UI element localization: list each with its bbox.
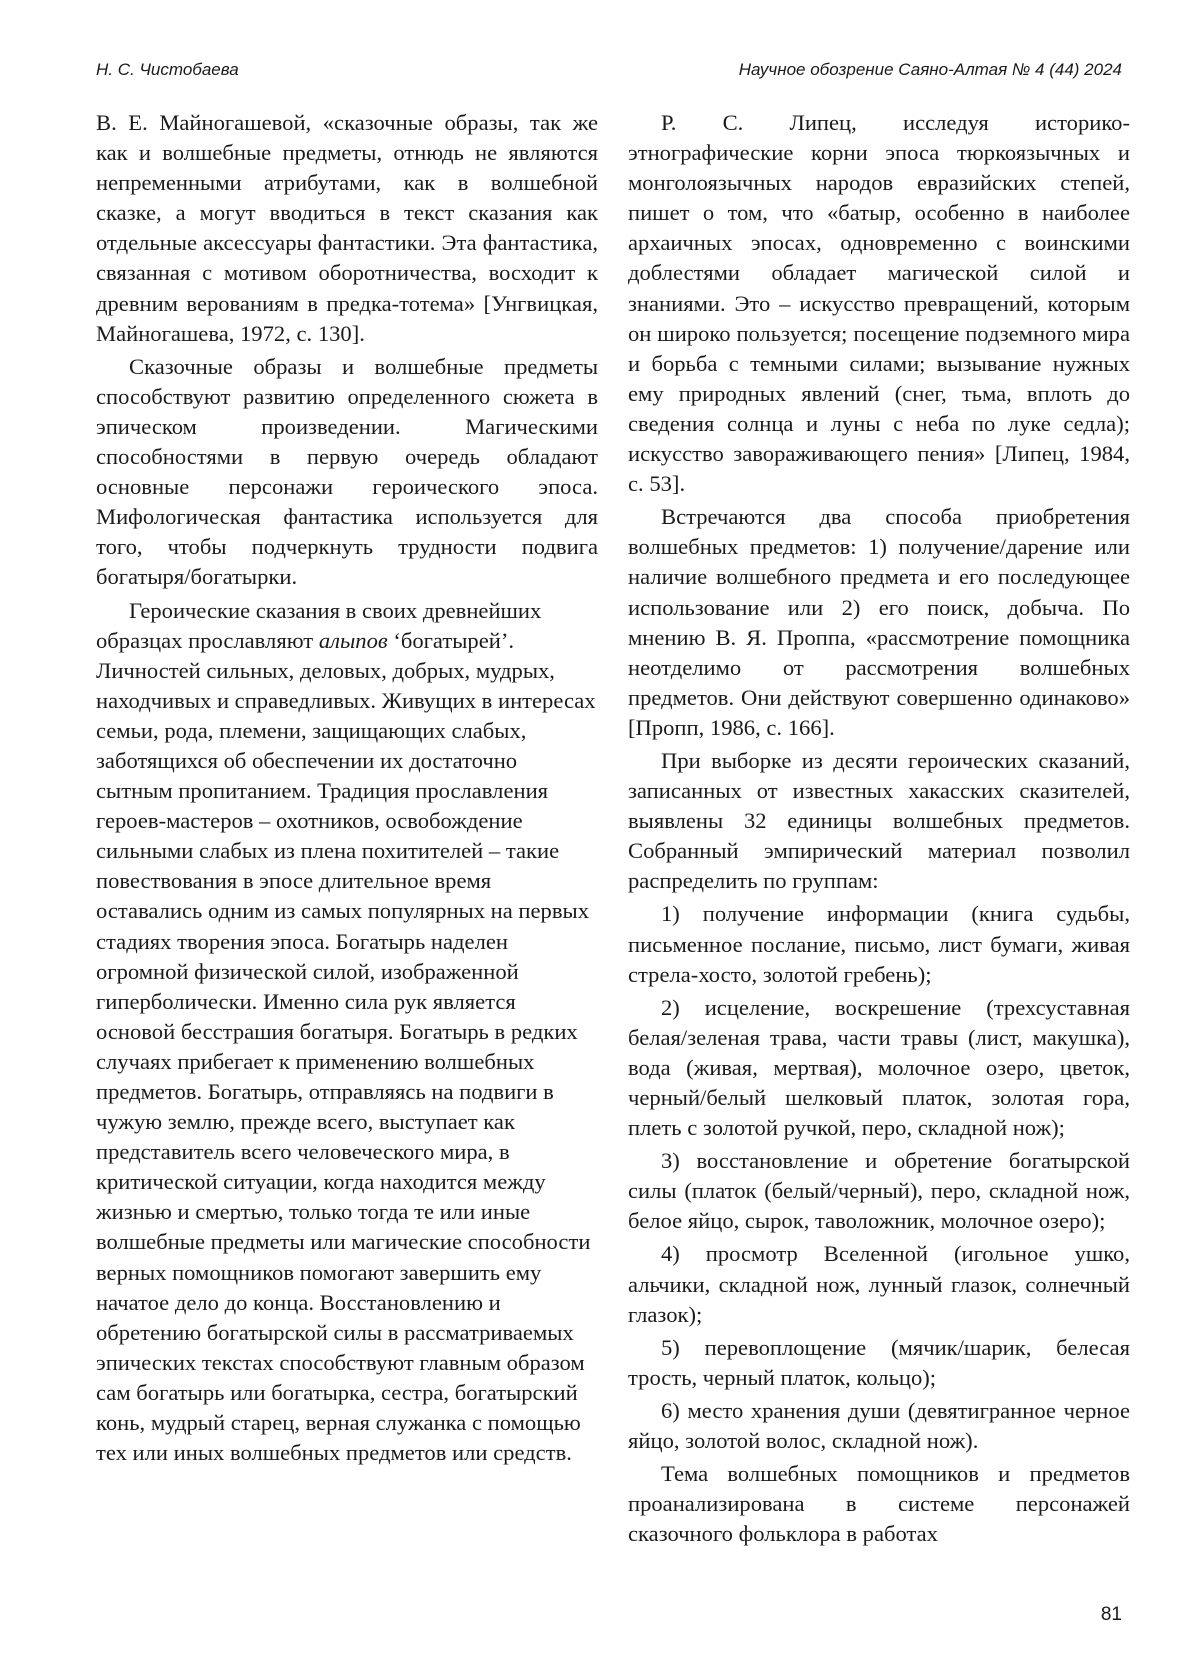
paragraph-text: ‘богатырей’. Личностей сильных, деловых, добрых, мудрых, находчивых и справедливых. Живущих в интересах семьи, рода, племени, защищающих слабых, заботящихся об обеспечении их достаточно сытным пропитанием. Традиция прославления героев-мастеров – охотников, освобождение сильными слабых из плена похитителей – такие повествования в эпосе длительное время оставались одним из самых популярных на первых стадиях творения эпоса. Богатырь наделен огромной физической силой, изображенной гиперболически. Именно сила рук является основой бесстрашия богатыря. Богатырь в редких случаях прибегает к применению волшебных предметов. Богатырь, отправляясь на подвиги в чужую землю, прежде всего, выступает как представитель всего человеческого мира, в критической ситуации, когда находится между жизнью и смертью, только тогда те или иные волшебные предметы или магические способности верных помощников помогают завершить ему начатое дело до конца. Восстановлению и обретению богатырской силы в рассматриваемых эпических текстах способствуют главным образом сам богатырь или богатырка, сестра, богатырский конь, мудрый старец, верная служанка с помощью тех или иных волшебных предметов или средств. (96, 627, 596, 1466)
paragraph: При выборке из десяти героических сказаний, записанных от известных хакасских сказителей, выявлены 32 единицы волшебных предметов. Собранный эмпирический материал позволил распределить по группам: (628, 747, 1130, 894)
paragraph: Встречаются два способа приобретения волшебных предметов: 1) получение/дарение или наличие волшебного предмета и его последующее использование или 2) его поиск, добыча. По мнению В. Я. Проппа, «рассмотрение помощника неотделимо от рассмотрения волшебных предметов. Они действуют совершенно одинаково» [Пропп, 1986, с. 166]. (628, 504, 1130, 740)
paragraph-continuation: В. Е. Майногашевой, «сказочные образы, так же как и волшебные предметы, отнюдь не являются непременными атрибутами, как в волшебной сказке, а могут вводиться в текст сказания как отдельные аксессуары фантастики. Эта фантастика, связанная с мотивом оборотничества, восходит к древним верованиям в предка-тотема» [Унгвицкая, Майногашева, 1972, с. 130]. (96, 110, 598, 346)
author-running-head: Н. С. Чистобаева (96, 60, 239, 79)
list-item: 1) получение информации (книга судьбы, письменное послание, письмо, лист бумаги, живая стрела-хосто, золотой гребень); (628, 901, 1130, 987)
journal-running-head: Научное обозрение Саяно-Алтая № 4 (44) 2024 (738, 60, 1122, 79)
list-item: 5) перевоплощение (мячик/шарик, белесая трость, черный платок, кольцо); (628, 1334, 1130, 1390)
paragraph: Тема волшебных помощников и предметов проанализирована в системе персонажей сказочного фольклора в работах (628, 1461, 1130, 1547)
paragraph-text: Героические сказания в своих древнейших образцах прославляют (96, 597, 542, 653)
left-column (96, 108, 598, 1471)
right-column (628, 108, 1130, 1552)
page-number: 81 (1100, 1604, 1122, 1625)
list-item: 4) просмотр Вселенной (игольное ушко, альчики, складной нож, лунный глазок, солнечный глазок); (628, 1241, 1130, 1327)
paragraph: Р. С. Липец, исследуя историко-этнографические корни эпоса тюркоязычных и монголоязычных народов евразийских степей, пишет о том, что «батыр, особенно в наиболее архаичных эпосах, одновременно с воинскими доблестями обладает магической силой и знаниями. Это – искусство превращений, которым он широко пользуется; посещение подземного мира и борьба с темными силами; вызывание нужных ему природных явлений (снег, тьма, вплоть до сведения солнца и луны с неба по луке седла); искусство завораживающего пения» [Липец, 1984, с. 53]. (628, 110, 1130, 497)
list-item: 6) место хранения души (девятигранное черное яйцо, золотой волос, складной нож). (628, 1397, 1130, 1454)
italic-term: алыпов (318, 627, 388, 653)
paragraph-with-term (96, 596, 598, 1469)
list-item: 3) восстановление и обретение богатырской силы (платок (белый/черный), перо, складной нож, белое яйцо, сырок, таволожник, молочное озеро); (628, 1148, 1130, 1234)
list-item: 2) исцеление, воскрешение (трехсуставная белая/зеленая трава, части травы (лист, макушка), вода (живая, мертвая), молочное озеро, цветок, черный/белый шелковый платок, золотая гора, плеть с золотой ручкой, перо, складной нож); (628, 994, 1130, 1141)
running-head (96, 60, 1122, 88)
paragraph: Сказочные образы и волшебные предметы способствуют развитию определенного сюжета в эпическом произведении. Магическими способностями в первую очередь обладают основные персонажи героического эпоса. Мифологическая фантастика используется для того, чтобы подчеркнуть трудности подвига богатыря/богатырки. (96, 353, 598, 590)
